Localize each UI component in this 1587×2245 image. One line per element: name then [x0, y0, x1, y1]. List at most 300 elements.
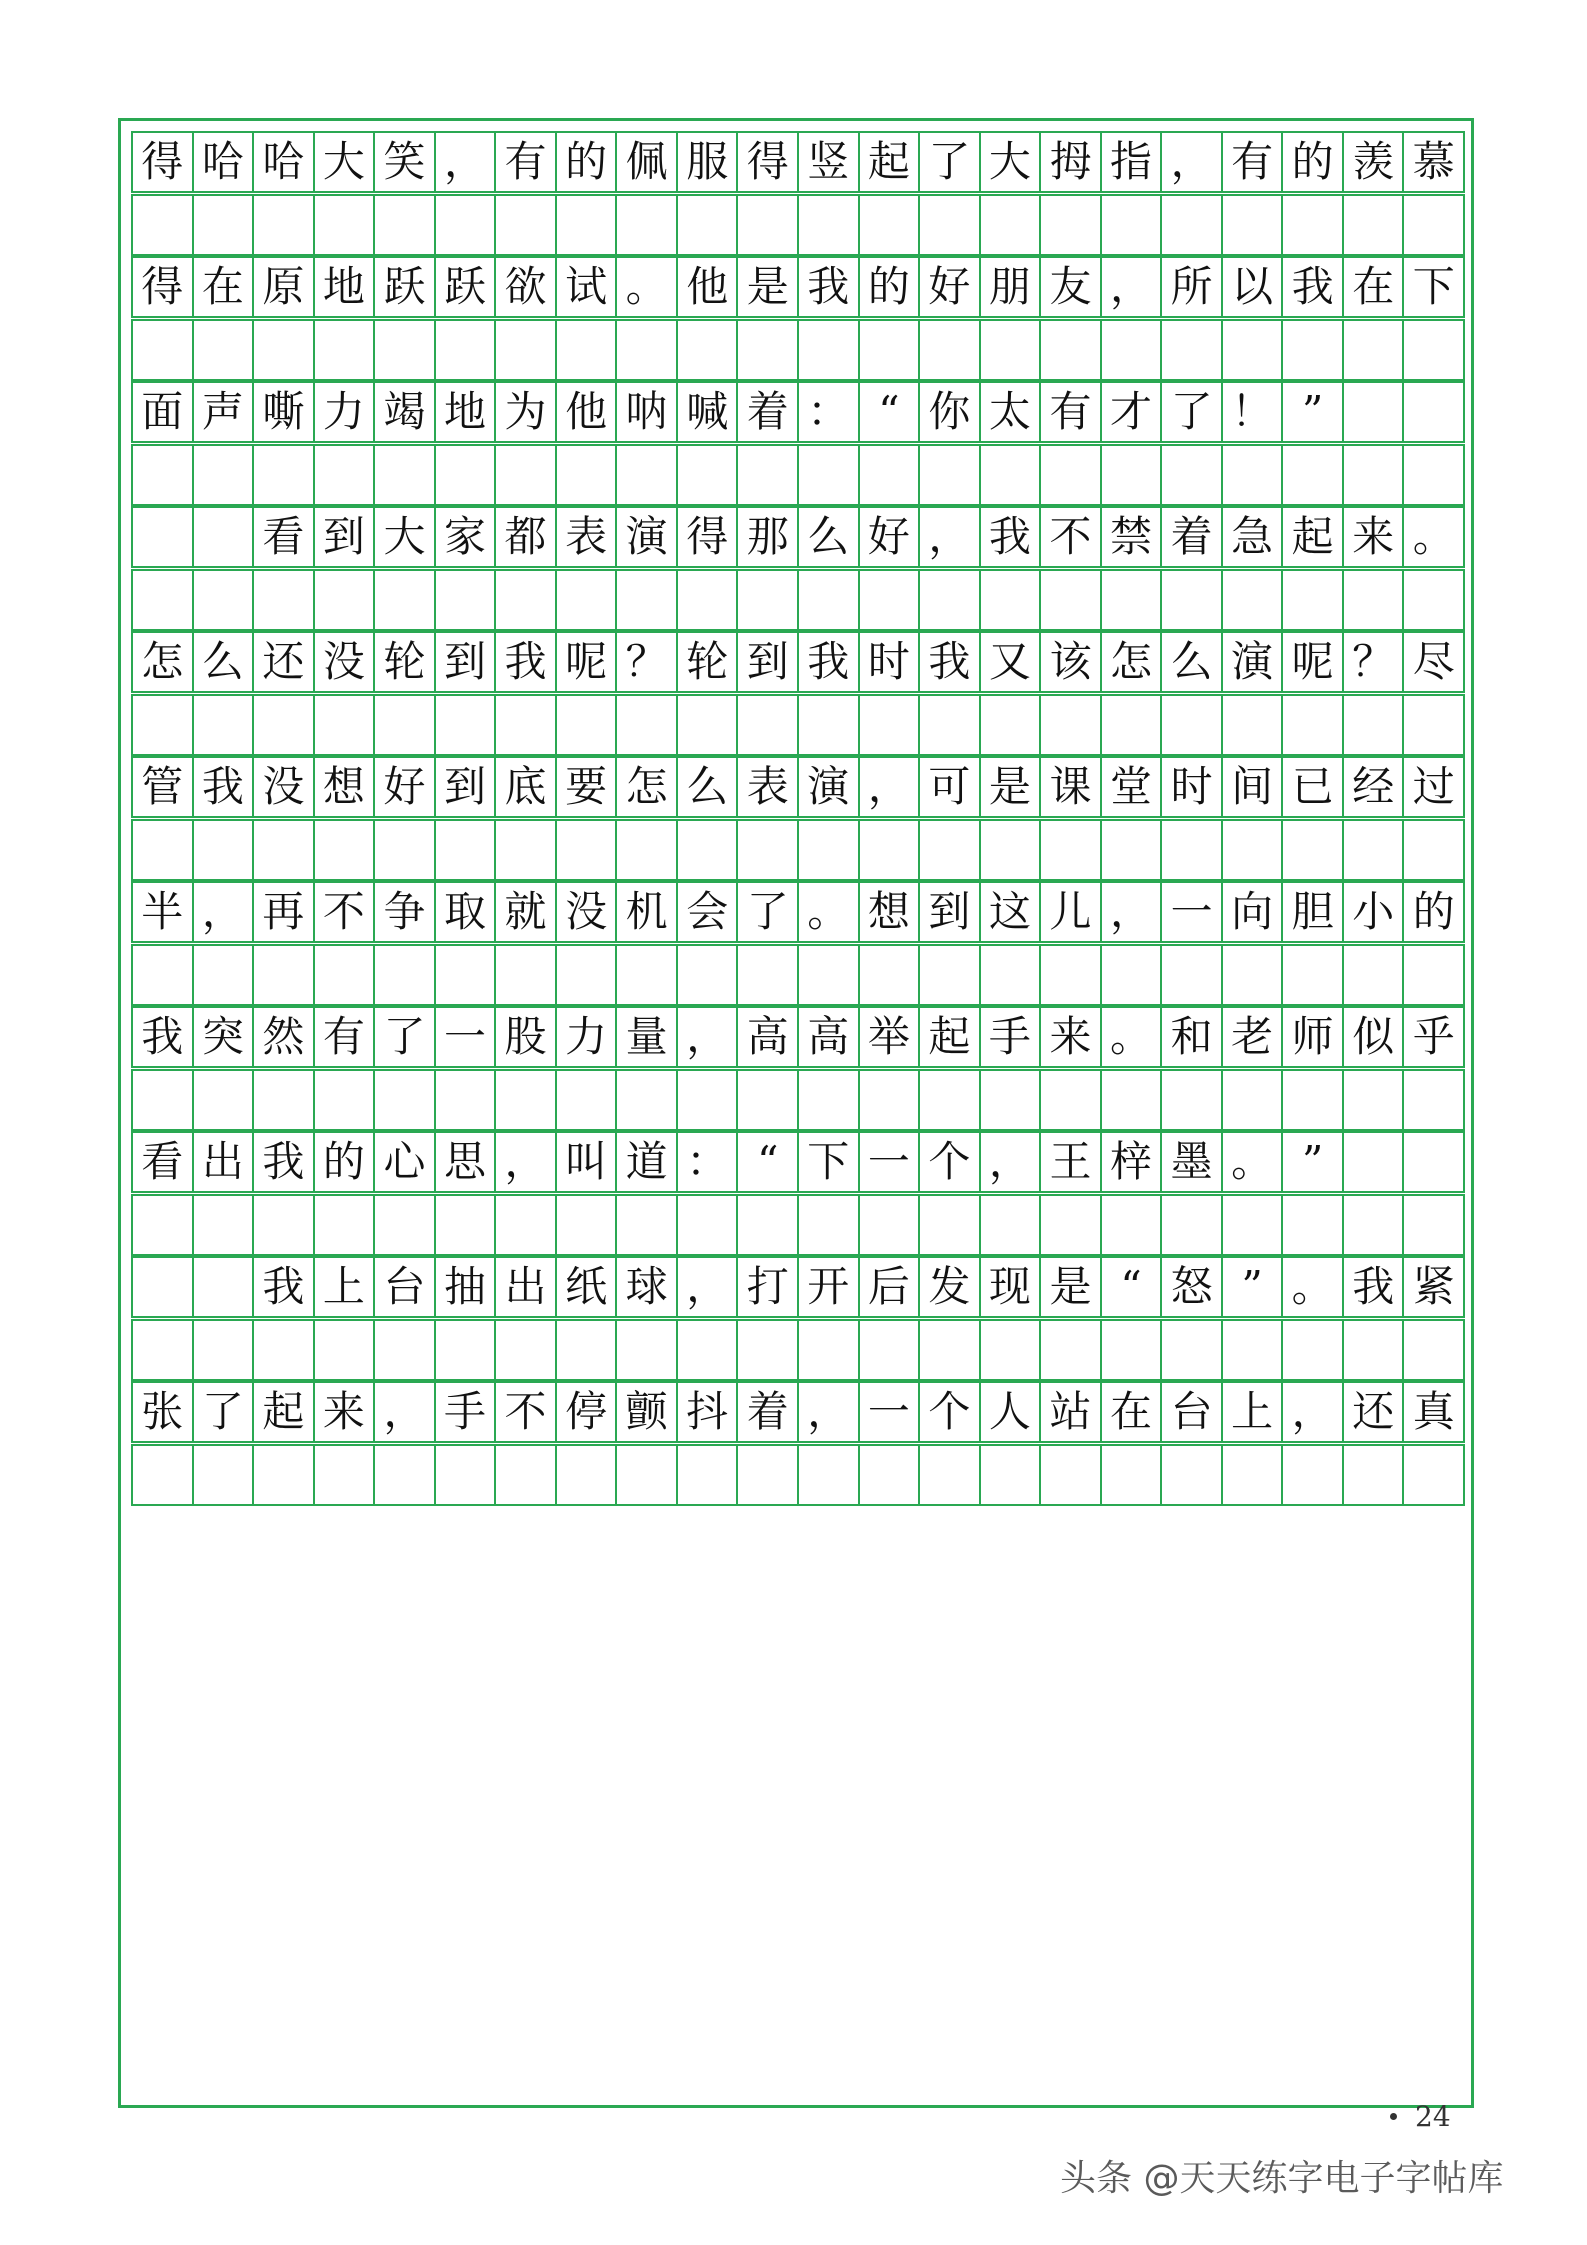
grid-cell: 就	[496, 883, 557, 941]
grid-cell	[315, 1321, 376, 1379]
grid-cell: 力	[315, 383, 376, 441]
grid-cell	[315, 821, 376, 879]
grid-cell: 胆	[1283, 883, 1344, 941]
grid-cell: 道	[617, 1133, 678, 1191]
grid-cell	[1223, 1321, 1284, 1379]
blank-practice-row	[131, 694, 1465, 756]
grid-cell	[194, 821, 255, 879]
grid-cell: 管	[133, 758, 194, 816]
grid-cell: 后	[860, 1258, 921, 1316]
grid-cell	[496, 821, 557, 879]
grid-cell: 起	[860, 133, 921, 191]
grid-cell: 一	[860, 1383, 921, 1441]
grid-cell	[738, 821, 799, 879]
grid-cell	[617, 571, 678, 629]
grid-cell	[617, 446, 678, 504]
grid-cell	[1041, 1321, 1102, 1379]
grid-cell: 纸	[557, 1258, 618, 1316]
grid-cell: ，	[1102, 258, 1163, 316]
grid-cell: 出	[496, 1258, 557, 1316]
blank-practice-row	[131, 569, 1465, 631]
grid-cell: 我	[254, 1133, 315, 1191]
page-bullet-dot	[1390, 2113, 1397, 2120]
grid-cell: 他	[557, 383, 618, 441]
grid-cell	[1041, 946, 1102, 1004]
grid-cell: 再	[254, 883, 315, 941]
grid-cell: 时	[860, 633, 921, 691]
grid-cell	[799, 1321, 860, 1379]
grid-cell	[860, 196, 921, 254]
grid-cell	[799, 321, 860, 379]
grid-cell	[1404, 1196, 1463, 1254]
grid-cell: 似	[1344, 1008, 1405, 1066]
grid-cell	[1404, 321, 1463, 379]
grid-cell	[981, 1071, 1042, 1129]
grid-cell	[375, 696, 436, 754]
grid-cell	[557, 821, 618, 879]
grid-cell: 轮	[678, 633, 739, 691]
grid-cell: 起	[920, 1008, 981, 1066]
grid-cell	[194, 571, 255, 629]
grid-cell	[981, 321, 1042, 379]
grid-cell: 是	[981, 758, 1042, 816]
grid-cell: 么	[799, 508, 860, 566]
grid-cell	[617, 1446, 678, 1504]
grid-cell: 看	[133, 1133, 194, 1191]
writing-grid-sheet	[118, 118, 1474, 2108]
grid-cell	[1283, 1071, 1344, 1129]
grid-cell	[920, 446, 981, 504]
grid-cell	[860, 571, 921, 629]
grid-cell	[315, 571, 376, 629]
grid-cell	[436, 946, 497, 1004]
grid-cell: 手	[981, 1008, 1042, 1066]
grid-cell	[315, 321, 376, 379]
grid-cell	[1102, 321, 1163, 379]
blank-practice-row	[131, 944, 1465, 1006]
grid-cell	[920, 696, 981, 754]
grid-cell	[1102, 1071, 1163, 1129]
grid-cell	[1102, 571, 1163, 629]
grid-cell	[254, 1071, 315, 1129]
grid-cell: 这	[981, 883, 1042, 941]
grid-cell	[1404, 946, 1463, 1004]
grid-cell: ，	[981, 1133, 1042, 1191]
grid-cell	[617, 1321, 678, 1379]
grid-cell	[860, 821, 921, 879]
grid-cell: 人	[981, 1383, 1042, 1441]
grid-cell: 得	[133, 133, 194, 191]
grid-cell: 在	[1344, 258, 1405, 316]
text-row	[131, 1381, 1465, 1443]
grid-cell	[194, 1071, 255, 1129]
grid-cell	[194, 1258, 255, 1316]
grid-cell: 乎	[1412, 1012, 1455, 1061]
grid-cell	[860, 696, 921, 754]
blank-practice-row	[131, 1069, 1465, 1131]
grid-cell: 到	[920, 883, 981, 941]
grid-cell	[375, 946, 436, 1004]
grid-cell: ？	[617, 633, 678, 691]
grid-cell: 了	[375, 1008, 436, 1066]
grid-cell: 指	[1102, 133, 1163, 191]
grid-cell: 了	[920, 133, 981, 191]
grid-cell	[496, 946, 557, 1004]
grid-cell: 来	[1344, 508, 1405, 566]
grid-cell: 思	[436, 1133, 497, 1191]
grid-cell: “	[860, 383, 921, 441]
grid-cell: 试	[557, 258, 618, 316]
grid-cell	[133, 946, 194, 1004]
grid-cell: 大	[375, 508, 436, 566]
page-number-area	[1390, 2100, 1451, 2133]
grid-cell: 颤	[617, 1383, 678, 1441]
grid-cell	[1283, 571, 1344, 629]
grid-cell	[860, 946, 921, 1004]
grid-cell: 力	[557, 1008, 618, 1066]
grid-cell	[1162, 321, 1223, 379]
grid-cell	[678, 1446, 739, 1504]
grid-cell	[1283, 321, 1344, 379]
text-row	[131, 631, 1465, 693]
grid-cell: 会	[678, 883, 739, 941]
grid-cell	[799, 196, 860, 254]
grid-cell	[799, 1446, 860, 1504]
grid-cell: 抖	[678, 1383, 739, 1441]
grid-cell: 声	[194, 383, 255, 441]
text-row	[131, 1256, 1465, 1318]
grid-cell	[1223, 946, 1284, 1004]
grid-cell: 经	[1344, 758, 1405, 816]
grid-cell	[1223, 446, 1284, 504]
grid-cell	[738, 946, 799, 1004]
text-row	[131, 756, 1465, 818]
grid-cell: 有	[496, 133, 557, 191]
grid-cell	[496, 1446, 557, 1504]
grid-cell: 。	[617, 258, 678, 316]
grid-cell	[860, 1196, 921, 1254]
blank-practice-row	[131, 194, 1465, 256]
grid-cell	[678, 821, 739, 879]
grid-cell: 所	[1162, 258, 1223, 316]
grid-cell	[254, 571, 315, 629]
grid-cell	[194, 1446, 255, 1504]
grid-cell: 王	[1041, 1133, 1102, 1191]
grid-cell	[1162, 1071, 1223, 1129]
grid-cell	[981, 696, 1042, 754]
text-row	[131, 1006, 1465, 1068]
grid-cell	[1102, 946, 1163, 1004]
grid-cell: 现	[981, 1258, 1042, 1316]
grid-cell	[1344, 383, 1405, 441]
grid-cell	[1404, 821, 1463, 879]
grid-cell	[375, 821, 436, 879]
grid-cell	[617, 196, 678, 254]
grid-cell: 地	[436, 383, 497, 441]
text-row	[131, 881, 1465, 943]
grid-cell: 师	[1283, 1008, 1344, 1066]
page-number: 24	[1415, 2100, 1451, 2133]
grid-cell: ，	[436, 133, 497, 191]
grid-cell	[860, 1321, 921, 1379]
grid-cell	[1162, 1196, 1223, 1254]
grid-cell	[1041, 1196, 1102, 1254]
grid-cell	[860, 1446, 921, 1504]
grid-cell: 演	[1223, 633, 1284, 691]
grid-cell	[436, 1196, 497, 1254]
grid-cell	[557, 1071, 618, 1129]
grid-cell	[1283, 196, 1344, 254]
grid-cell: 的	[1283, 133, 1344, 191]
blank-practice-row	[131, 819, 1465, 881]
grid-cell	[1344, 571, 1405, 629]
blank-practice-row	[131, 319, 1465, 381]
grid-cell: 你	[920, 383, 981, 441]
grid-cell: 竖	[799, 133, 860, 191]
grid-cell	[557, 1196, 618, 1254]
grid-cell: 梓	[1102, 1133, 1163, 1191]
grid-cell	[1041, 196, 1102, 254]
grid-cell: 上	[315, 1258, 376, 1316]
grid-cell	[1344, 1446, 1405, 1504]
grid-cell	[678, 321, 739, 379]
grid-cell: 没	[315, 633, 376, 691]
grid-cell	[1223, 1071, 1284, 1129]
grid-cell: 。	[1223, 1133, 1284, 1191]
grid-cell: 尽	[1412, 637, 1455, 686]
grid-cell	[133, 508, 194, 566]
grid-cell	[254, 696, 315, 754]
grid-cell	[678, 446, 739, 504]
grid-cell: 都	[496, 508, 557, 566]
grid-cell: 到	[315, 508, 376, 566]
grid-cell: 台	[1162, 1383, 1223, 1441]
grid-cell: 不	[496, 1383, 557, 1441]
grid-cell	[1102, 446, 1163, 504]
grid-cell	[799, 1196, 860, 1254]
grid-cell	[254, 446, 315, 504]
grid-cell	[678, 196, 739, 254]
grid-cell	[133, 1321, 194, 1379]
grid-cell: 紧	[1412, 1262, 1455, 1311]
grid-cell: 停	[557, 1383, 618, 1441]
grid-cell: ，	[1102, 883, 1163, 941]
grid-cell	[1404, 383, 1463, 441]
grid-cell	[920, 821, 981, 879]
grid-cell: 家	[436, 508, 497, 566]
grid-cell	[1102, 821, 1163, 879]
grid-cell: 老	[1223, 1008, 1284, 1066]
grid-cell: 发	[920, 1258, 981, 1316]
grid-cell	[133, 1071, 194, 1129]
grid-cell	[738, 1196, 799, 1254]
grid-cell	[981, 821, 1042, 879]
grid-cell: 怒	[1162, 1258, 1223, 1316]
grid-cell	[315, 696, 376, 754]
grid-cell	[496, 1071, 557, 1129]
grid-cell: 服	[678, 133, 739, 191]
grid-cell: 有	[1041, 383, 1102, 441]
grid-cell	[557, 321, 618, 379]
grid-cell: ：	[799, 383, 860, 441]
grid-cell	[738, 1071, 799, 1129]
grid-cell	[981, 196, 1042, 254]
grid-cell	[1283, 1321, 1344, 1379]
grid-cell	[1041, 821, 1102, 879]
grid-cell	[375, 1196, 436, 1254]
grid-cell: 好	[920, 258, 981, 316]
grid-cell: 到	[436, 758, 497, 816]
grid-cell: 急	[1223, 508, 1284, 566]
grid-cell	[375, 446, 436, 504]
grid-cell	[617, 946, 678, 1004]
grid-cell	[375, 1321, 436, 1379]
grid-cell: 以	[1223, 258, 1284, 316]
grid-cell: 好	[375, 758, 436, 816]
grid-cell: 一	[1162, 883, 1223, 941]
grid-cell	[920, 1196, 981, 1254]
grid-cell	[920, 321, 981, 379]
grid-cell	[436, 196, 497, 254]
grid-cell: 佩	[617, 133, 678, 191]
grid-cell: 真	[1412, 1387, 1455, 1436]
grid-cell	[678, 571, 739, 629]
grid-cell: 跃	[436, 258, 497, 316]
grid-cell: 股	[496, 1008, 557, 1066]
grid-cell: 起	[1283, 508, 1344, 566]
grid-cell: 站	[1041, 1383, 1102, 1441]
grid-cell	[315, 1446, 376, 1504]
grid-cell: 可	[920, 758, 981, 816]
grid-cell	[1162, 946, 1223, 1004]
grid-cell	[1223, 196, 1284, 254]
grid-cell: 来	[315, 1383, 376, 1441]
grid-cell: ”	[1283, 383, 1344, 441]
text-row	[131, 506, 1465, 568]
grid-cell: 我	[1283, 258, 1344, 316]
grid-cell: 间	[1223, 758, 1284, 816]
grid-cell	[194, 196, 255, 254]
grid-cell: 。	[1412, 512, 1455, 561]
grid-cell: 笑	[375, 133, 436, 191]
grid-cell: 我	[133, 1008, 194, 1066]
grid-cell	[1162, 196, 1223, 254]
grid-cell: 还	[254, 633, 315, 691]
grid-cell: 还	[1344, 1383, 1405, 1441]
grid-cell	[194, 446, 255, 504]
grid-cell: 我	[981, 508, 1042, 566]
grid-cell	[1223, 821, 1284, 879]
grid-cell: 出	[194, 1133, 255, 1191]
grid-cell: 手	[436, 1383, 497, 1441]
grid-cell	[1283, 1446, 1344, 1504]
grid-cell: ？	[1344, 633, 1405, 691]
grid-cell: 得	[738, 133, 799, 191]
grid-cell	[920, 1071, 981, 1129]
grid-cell: 量	[617, 1008, 678, 1066]
grid-cell: 打	[738, 1258, 799, 1316]
grid-cell	[1344, 946, 1405, 1004]
grid-cell	[133, 1196, 194, 1254]
grid-cell: 么	[678, 758, 739, 816]
grid-cell	[254, 1321, 315, 1379]
grid-cell: 竭	[375, 383, 436, 441]
grid-cell: 。	[799, 883, 860, 941]
grid-cell	[194, 696, 255, 754]
grid-cell: 台	[375, 1258, 436, 1316]
grid-cell: 的	[557, 133, 618, 191]
grid-cell: 在	[194, 258, 255, 316]
grid-cell	[617, 1071, 678, 1129]
grid-cell	[1162, 1446, 1223, 1504]
grid-cell	[133, 1258, 194, 1316]
grid-cell: 着	[738, 1383, 799, 1441]
grid-cell	[981, 946, 1042, 1004]
grid-cell: 那	[738, 508, 799, 566]
grid-cell: 球	[617, 1258, 678, 1316]
grid-cell	[1162, 1321, 1223, 1379]
grid-cell	[738, 571, 799, 629]
grid-cell: 机	[617, 883, 678, 941]
grid-cell: 下	[1412, 262, 1455, 311]
grid-cell	[678, 1196, 739, 1254]
grid-cell	[678, 696, 739, 754]
grid-cell	[557, 1446, 618, 1504]
grid-cell: 开	[799, 1258, 860, 1316]
grid-cell: 不	[1041, 508, 1102, 566]
grid-cell: ，	[678, 1008, 739, 1066]
grid-cell: 在	[1102, 1383, 1163, 1441]
text-row	[131, 131, 1465, 193]
grid-cell	[1283, 696, 1344, 754]
grid-cell	[496, 1196, 557, 1254]
grid-cell: 得	[678, 508, 739, 566]
grid-cell	[254, 321, 315, 379]
grid-cell: 墨	[1162, 1133, 1223, 1191]
grid-cell	[557, 696, 618, 754]
grid-cell: 想	[315, 758, 376, 816]
grid-cell	[1404, 446, 1463, 504]
grid-cell: 呢	[557, 633, 618, 691]
grid-cell: ，	[375, 1383, 436, 1441]
grid-cell: 我	[496, 633, 557, 691]
grid-cell: 是	[738, 258, 799, 316]
grid-cell	[1344, 446, 1405, 504]
grid-cell: 大	[981, 133, 1042, 191]
grid-cell	[738, 321, 799, 379]
grid-cell: 为	[496, 383, 557, 441]
grid-cell: 我	[254, 1258, 315, 1316]
grid-cell: 看	[254, 508, 315, 566]
grid-cell	[1344, 696, 1405, 754]
grid-cell	[1041, 1071, 1102, 1129]
grid-cell	[920, 1446, 981, 1504]
grid-cell	[678, 1071, 739, 1129]
grid-cell	[617, 321, 678, 379]
grid-cell	[375, 321, 436, 379]
grid-cell: 演	[799, 758, 860, 816]
grid-cell: ：	[678, 1133, 739, 1191]
grid-cell	[1344, 321, 1405, 379]
grid-cell	[1102, 1196, 1163, 1254]
grid-cell: 一	[860, 1133, 921, 1191]
grid-cell: 我	[920, 633, 981, 691]
grid-cell	[557, 1321, 618, 1379]
grid-cell: 我	[799, 633, 860, 691]
grid-cell: 轮	[375, 633, 436, 691]
grid-cell	[981, 446, 1042, 504]
grid-cell	[375, 1446, 436, 1504]
